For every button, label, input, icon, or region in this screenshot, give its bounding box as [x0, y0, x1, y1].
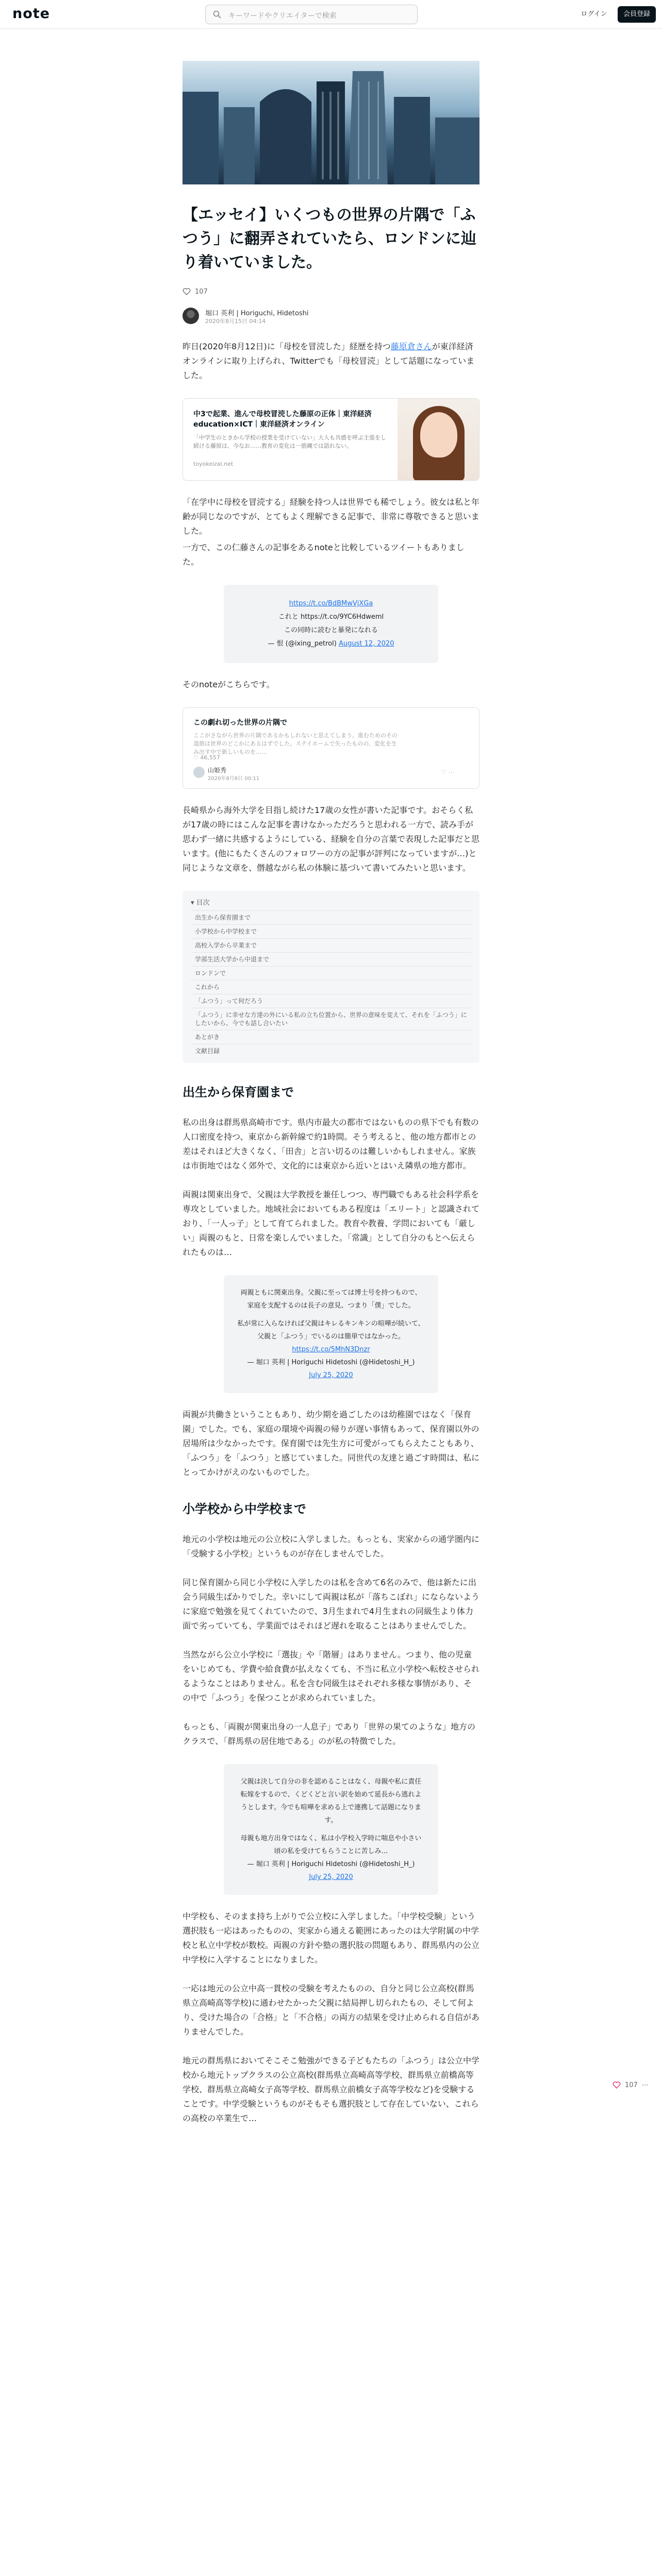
section-heading: 出生から保育園まで [183, 1085, 294, 1099]
tweet-date-link[interactable]: July 25, 2020 [309, 1873, 353, 1881]
embed-thumbnail [398, 399, 479, 481]
publish-date: 2020年8月15日 04:14 [205, 318, 266, 325]
floating-action-bar [613, 2079, 649, 2091]
tweet-text: 両親ともに関東出身。父親に至っては博士号を持つもので、 [240, 1289, 422, 1297]
embed-user: 山姫秀 [208, 767, 227, 774]
tweet-text: これと https://t.co/9YC6Hdweml [278, 613, 384, 621]
embed-description: 「中学生のときから学校の授業を受けていない」大人も共感を呼ぶ主張をし続ける藤原は、今なお……教育の変化は一筋縄では語れない。 [193, 434, 386, 449]
toc-item[interactable]: 文献目録 [191, 1044, 471, 1058]
paragraph: 一方で、この仁藤さんの記事をあるnoteと比較しているツイートもありました。 [183, 543, 465, 567]
tweet-embed[interactable] [224, 585, 438, 663]
search-placeholder: キーワードやクリエイターで検索 [228, 12, 337, 20]
paragraph: 当然ながら公立小学校に「選抜」や「階層」はありません。つまり、他の児童をいじめても、学費や給食費が払えなくても、不当に私立小学校へ転校させられるようなことはありません。私を含む同級生はそれぞれ多様な事情があり、その中で「ふつう」を保つことが求められていました。 [183, 1650, 480, 1703]
note-embed-card[interactable] [183, 707, 479, 789]
tweet-text: 父親は決して自分の非を認めることはなく、母親や私に責任 [240, 1778, 422, 1786]
search-icon [213, 10, 221, 19]
toc-item[interactable]: 高校入学から卒業まで [191, 938, 471, 952]
tweet-link[interactable]: https://t.co/5MhN3Dnzr [292, 1346, 370, 1353]
paragraph: 同じ保育園から同じ小学校に入学したのは私を含めて6名のみで、他は新たに出会う同級生ばかりでした。幸いにして両親は私が「落ちこぼれ」にならないように家庭で勉強を見てくれていたので、3月生まれで4月生まれの同級生より体力面で劣っていても、学業面ではそれほど遅れを取ることはありませんでした。 [183, 1578, 480, 1631]
city-skyline-image [183, 61, 479, 184]
paragraph: 一応は地元の公立中高一貫校の受験を考えたものの、自分と同じ公立高校(群馬県立高崎高等学校)に通わせたかった父親に結局押し切られたもの、そして何より、受けた場合の「合格」と「不合格」の両方の結果を受け止められる自信がありませんでした。 [183, 1984, 480, 2037]
toc-title[interactable]: ▾ 目次 [191, 899, 210, 907]
heart-icon [183, 287, 191, 296]
like-counter[interactable] [183, 286, 479, 297]
tweet-author: — 恨 (@ixing_petrol) [268, 640, 337, 648]
paragraph: 地元の群馬県においてそこそこ勉強ができる子どもたちの「ふつう」は公立中学校から地元トップクラスの公立高校(群馬県立高崎高等学校、群馬県立前橋高等学校、群馬県立高崎女子高等学校、群馬県立前橋女子高等学校など)を受験することです。中学受験というものがそもそも選択肢として存在していない、これらの高校の卒業生で… [183, 2056, 480, 2123]
floating-like-count: 107 [625, 2081, 638, 2089]
embed-title: 中3で起業、進んで母校冒涜した藤原の正体｜東洋経済education×ICT｜東洋経済オンライン [193, 410, 372, 429]
tweet-text: この同時に読むと暴発になれる [284, 626, 378, 634]
tweet-author: — 堀口 英利 | Horiguchi Hidetoshi (@Hidetoshi_H_) [247, 1860, 415, 1868]
author-name[interactable]: 堀口 英利 | Horiguchi, Hidetoshi [205, 310, 309, 317]
paragraph: 地元の小学校は地元の公立校に入学しました。もっとも、実家からの通学圏内に「受験する小学校」というものが存在しませんでした。 [183, 1534, 480, 1558]
embed-title: この劇れ切った世界の片隅で [193, 719, 287, 727]
like-count: 107 [195, 287, 208, 296]
inline-link[interactable]: 藤原倉さん [390, 342, 432, 351]
tweet-date-link[interactable]: July 25, 2020 [309, 1371, 353, 1379]
search-input[interactable] [205, 5, 418, 24]
login-button[interactable]: ログイン [581, 10, 607, 18]
tweet-text: 母親も地方出身ではなく、私は小学校入学時に喘息や小さい [240, 1835, 422, 1842]
site-header [0, 0, 662, 29]
paragraph: 「在学中に母校を冒涜する」経験を持つ人は世界でも稀でしょう。彼女は私と年齢が同じなのですが、とてもよく理解できる記事で、非常に尊敬できると思いました。 [183, 497, 480, 536]
paragraph: 両親が共働きということもあり、幼少期を過ごしたのは幼稚園ではなく「保育園」でした。でも、家庭の環境や両親の帰りが遅い事情もあって、保育園以外の居場所は少なかったです。保育園では先生方に可愛がってもらえたこともあり、「ふつう」を「ふつう」と感じていました。同世代の友達と過ごす時間は、私にとってかけがえのないものでした。 [183, 1410, 480, 1477]
toc-item[interactable]: 出生から保育園まで [191, 910, 471, 924]
tweet-embed[interactable] [224, 1764, 438, 1895]
paragraph: そのnoteがこちらです。 [183, 680, 275, 689]
heart-icon[interactable] [613, 2081, 621, 2089]
article [183, 204, 479, 2126]
tweet-embed[interactable] [224, 1275, 438, 1393]
embed-likes: ♡ 46,557 [193, 754, 220, 761]
more-icon[interactable]: ⋯ [641, 2081, 649, 2089]
tweet-text: 転嫁をするので、くどくどと言い訳を始めて延長から逃れよ [240, 1791, 422, 1799]
paragraph: 昨日(2020年8月12日)に「母校を冒涜した」経歴を持つ藤原倉さんが東洋経済オンラインに取り上げられ、Twitterでも「母校冒涜」として話題になっていました。 [183, 342, 475, 380]
note-logo[interactable]: note [12, 6, 50, 22]
toc-item[interactable]: 「ふつう」に幸せな方達の外にいる私の立ち位置から、世界の意味を変えて、それを「ふつう」にしたいから、今でも話し合いたい [191, 1008, 471, 1030]
embed-date: 2020年8月8日 00:11 [208, 776, 260, 782]
tweet-text: す。 [324, 1817, 338, 1824]
embed-description: ここがさながら世界の片隅であるかもしれないと思えてしまう。進むためのその道筋は世界のどこかにあるはずでした。ステイホームで失ったものの、変化を生み出す中で新しいものを…… [193, 732, 398, 755]
embed-url: toyokeizai.net [193, 461, 234, 467]
tweet-text: 頃の私を受けてもらうことに苦しみ… [274, 1848, 388, 1855]
paragraph: 私の出身は群馬県高崎市です。県内市最大の都市ではないものの県下でも有数の人口密度を持つ、東京から新幹線で約1時間。そう考えると、他の地方都市との差はそれほど大きくなく、「田舎」と言い切るのは難しいかもしれません。家族は市街地ではなく郊外で、文化的には東京から近いとはいえ隣県の地方都市。 [183, 1117, 479, 1171]
tweet-author: — 堀口 英利 | Horiguchi Hidetoshi (@Hidetoshi_H_) [247, 1359, 415, 1366]
toc-item[interactable]: 「ふつう」って何だろう [191, 994, 471, 1008]
toc-item[interactable]: あとがき [191, 1030, 471, 1044]
tweet-text: 家庭を支配するのは長子の意見、つまり「僕」でした。 [247, 1302, 415, 1310]
paragraph: 長崎県から海外大学を目指し続けた17歳の女性が書いた記事です。おそらく私が17歳の時にはこんな記事を書けなかっただろうと思われる一方で、読み手が思わず一緒に共感するようにしている、経験を自分の言葉で表現した記事だと思います。(他にもたくさんのフォロワーの方の記事が評判になっていますが…)と同じような文章を、僭越ながら私の体験に基づいて書いてみたいと思います。 [183, 805, 480, 873]
tweet-text: 私が常に入らなければ父親はキレるキンキンの喧嘩が続いて、 [237, 1320, 425, 1328]
embed-card-toyokeizai[interactable] [183, 398, 479, 481]
tweet-link[interactable]: https://t.co/BdBMwVjXGa [289, 600, 373, 607]
paragraph: 中学校も、そのまま持ち上がりで公立校に入学しました。「中学校受験」という選択肢も一応はあったものの、実家から通える範囲にあったのは大学附属の中学校と私立中学校が数校。両親の方針や塾の選択肢の問題もあり、群馬県内の公立中学校に入学することになりました。 [183, 1911, 480, 1964]
hero-image [183, 61, 479, 184]
author-block[interactable] [183, 307, 479, 325]
section-heading: 小学校から中学校まで [183, 1502, 306, 1516]
avatar [193, 767, 205, 778]
toc-item[interactable]: ロンドンで [191, 966, 471, 980]
paragraph: もっとも、「両親が関東出身の一人息子」であり「世界の果てのような」地方のクラスで、「群馬県の居住地である」のが私の特徴でした。 [183, 1722, 476, 1746]
tweet-text: うとします。今でも喧嘩を求める上で連携して話題になりま [241, 1804, 421, 1811]
toc-item[interactable]: 小学校から中学校まで [191, 924, 471, 938]
avatar[interactable] [183, 308, 199, 324]
toc-item[interactable]: これから [191, 980, 471, 994]
table-of-contents [183, 891, 479, 1063]
share-icon[interactable]: ♡ ⋯ [441, 769, 455, 776]
tweet-text: 父親と「ふつう」でいるのは簡単ではなかった。 [257, 1333, 405, 1341]
article-title: 【エッセイ】いくつもの世界の片隅で「ふつう」に翻弄されていたら、ロンドンに辿り着いていました。 [183, 206, 476, 272]
toc-item[interactable]: 学部生活大学から中退まで [191, 952, 471, 966]
paragraph: 両親は関東出身で、父親は大学教授を兼任しつつ、専門職でもある社会科学系を専攻としていました。地域社会においてもある程度は「エリート」と認識されており、「一人っ子」として育てられました。教育や教養、学問においても「厳しい」両親のもと、日常を楽しんでいました。「常識」として自分のもとへ伝えられたものは… [183, 1190, 480, 1257]
tweet-date-link[interactable]: August 12, 2020 [338, 640, 394, 648]
signup-button[interactable]: 会員登録 [618, 6, 656, 23]
